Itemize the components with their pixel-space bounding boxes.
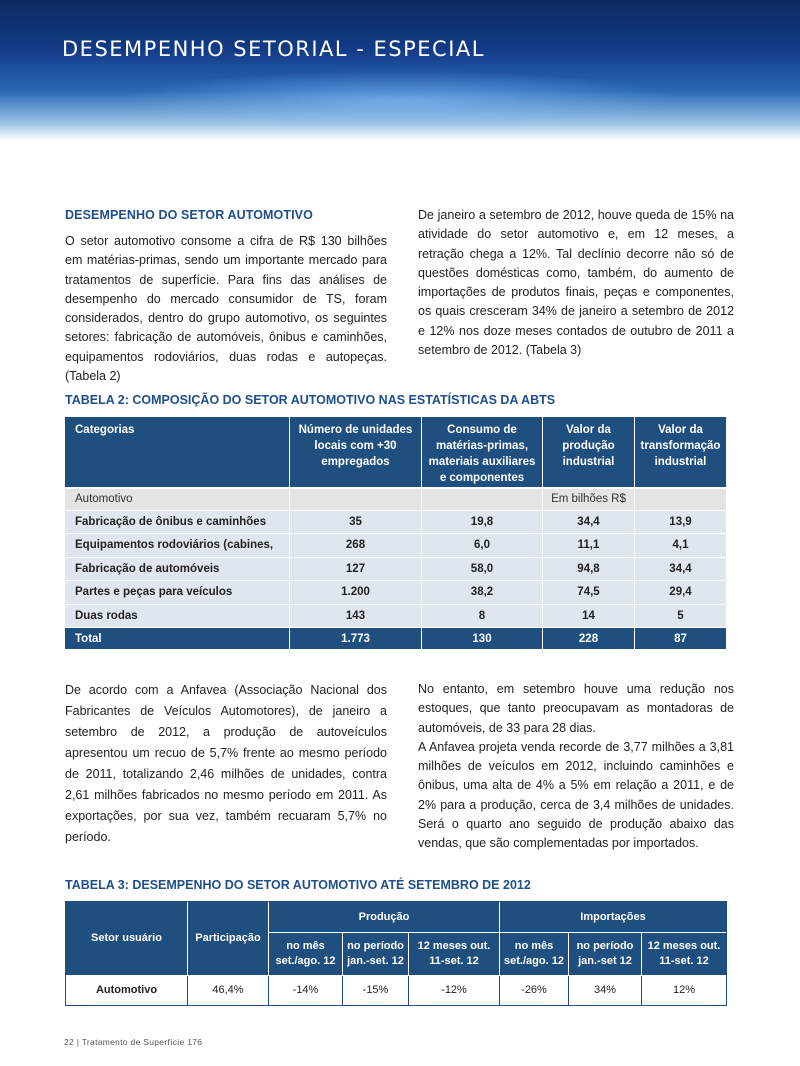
table-cell: 12% xyxy=(642,976,726,1005)
table-cell: 14 xyxy=(542,605,634,627)
table-cell: 130 xyxy=(421,628,542,649)
table-cell: 4,1 xyxy=(634,534,726,556)
table-cell: Equipamentos rodoviários (cabines, xyxy=(75,539,274,552)
table2-header-cell: Categorias xyxy=(75,424,135,436)
table-row xyxy=(65,533,726,556)
table-cell: 34,4 xyxy=(542,511,634,533)
table2-sub-empty xyxy=(634,489,726,510)
table2-header-cell: Consumo de matérias-primas, materiais auxiliares e componentes xyxy=(421,417,542,487)
table2-header-cell: Valor da produção industrial xyxy=(542,417,634,487)
table3-subheader-cell: no mês set./ago. 12 xyxy=(269,933,342,975)
banner-title: DESEMPENHO SETORIAL - ESPECIAL xyxy=(62,37,485,61)
table-cell: 46,4% xyxy=(188,976,268,1005)
paragraph: De acordo com a Anfavea (Associação Nacional dos Fabricantes de Veículos Automotores), de janeiro a setembro de 2012, a produção de autoveículos apresentou um recuo de 5,7% frente ao mesmo período de 2011, totalizando 2,46 milhões de unidades, contra 2,61 milhões fabricados no mesmo período em 2011. As exportações, por sua vez, também recuaram 5,7% no período. xyxy=(65,683,387,844)
table-cell: 38,2 xyxy=(421,581,542,603)
table-cell: 34,4 xyxy=(634,558,726,580)
table-cell: -14% xyxy=(269,976,342,1005)
table-cell: 8 xyxy=(421,605,542,627)
table2-sub-empty xyxy=(421,489,542,510)
table2-title: TABELA 2: COMPOSIÇÃO DO SETOR AUTOMOTIVO NAS ESTATÍSTICAS DA ABTS xyxy=(65,393,556,407)
table-cell: Automotivo xyxy=(66,976,187,1005)
table-cell: 5 xyxy=(634,605,726,627)
paragraph-intro xyxy=(65,232,387,386)
table3-divider xyxy=(187,976,188,1005)
table-cell: 127 xyxy=(289,558,421,580)
table-row xyxy=(65,557,726,580)
table2-header-cell: Número de unidades locais com +30 empregados xyxy=(289,417,421,487)
table-cell: 29,4 xyxy=(634,581,726,603)
table-cell: Duas rodas xyxy=(75,609,138,622)
table-cell: -26% xyxy=(500,976,568,1005)
table-cell: Fabricação de ônibus e caminhões xyxy=(75,516,267,528)
table3-header-setor: Setor usuário xyxy=(66,902,187,975)
table-cell: -15% xyxy=(343,976,408,1005)
table-cell: 1.773 xyxy=(289,628,421,649)
table2-sub-label: Automotivo xyxy=(75,493,133,505)
table-cell: -12% xyxy=(409,976,499,1005)
table3-subheader-cell: no período jan.-set 12 xyxy=(569,933,641,975)
table-cell: 228 xyxy=(542,628,634,649)
table-cell: 74,5 xyxy=(542,581,634,603)
table-cell: 87 xyxy=(634,628,726,649)
table-cell: Fabricação de automóveis xyxy=(75,562,220,575)
table3-divider xyxy=(342,976,343,1005)
table3-header-importacoes: Importações xyxy=(500,902,726,932)
table-cell: Partes e peças para veículos xyxy=(75,586,233,599)
section-heading: DESEMPENHO DO SETOR AUTOMOTIVO xyxy=(65,208,313,222)
table-cell: 94,8 xyxy=(542,558,634,580)
page-footer: 22 | Tratamento de Superfície 176 xyxy=(64,1037,203,1047)
table3 xyxy=(65,901,727,1006)
table3-divider xyxy=(499,976,500,1005)
table3-title: TABELA 3: DESEMPENHO DO SETOR AUTOMOTIVO ATÉ SETEMBRO DE 2012 xyxy=(65,878,531,892)
table-cell: 19,8 xyxy=(421,511,542,533)
table-cell: 6,0 xyxy=(421,534,542,556)
table2-total-row xyxy=(65,627,726,649)
table-cell: 143 xyxy=(289,605,421,627)
table-cell: 35 xyxy=(289,511,421,533)
table-cell: 1.200 xyxy=(289,581,421,603)
paragraph: O setor automotivo consome a cifra de R$ 130 bilhões em matérias-primas, sendo um importante mercado para tratamentos de superfície. Para fins das análises de desempenho do mercado consumidor de TS, foram considerados, dentro do grupo automotivo, os seguintes setores: fabricação de automóveis, ônibus e caminhões, equipamentos rodoviários, duas rodas e autopeças. (Tabela 2) xyxy=(65,234,387,384)
table3-divider xyxy=(568,976,569,1005)
table3-subheader-cell: 12 meses out. 11-set. 12 xyxy=(409,933,499,975)
table3-divider xyxy=(641,976,642,1005)
table-row xyxy=(65,580,726,603)
paragraph: No entanto, em setembro houve uma redução nos estoques, que tanto preocupavam as montadoras de automóveis, de 33 para 28 dias. xyxy=(418,682,734,735)
table3-divider xyxy=(268,976,269,1005)
table2-header-row xyxy=(65,417,726,487)
banner-glow xyxy=(120,70,680,130)
paragraph: A Anfavea projeta venda recorde de 3,77 milhões a 3,81 milhões de veículos em 2012, incluindo caminhões e ônibus, uma alta de 4% a 5% em relação a 2011, e de 2% para a produção, cerca de 3,4 milhões de unidades. Será o quarto ano seguido de produção abaixo das vendas, que são complementadas por importados. xyxy=(418,739,734,851)
table2-header-cell: Valor da transformação industrial xyxy=(634,417,726,487)
table2-subheader-row xyxy=(65,487,726,510)
table-cell: Total xyxy=(75,632,102,645)
table3-header-participacao: Participação xyxy=(188,902,268,975)
paragraph-decline xyxy=(418,206,734,360)
table-cell: 13,9 xyxy=(634,511,726,533)
table3-header-producao: Produção xyxy=(269,902,499,932)
table-cell: 11,1 xyxy=(542,534,634,556)
table-cell: 268 xyxy=(289,534,421,556)
table-row xyxy=(65,604,726,627)
table-cell: 58,0 xyxy=(421,558,542,580)
table2-sub-unit: Em bilhões R$ xyxy=(542,489,634,510)
table3-subheader-cell: 12 meses out. 11-set. 12 xyxy=(642,933,726,975)
table3-subheader-cell: no período jan.-set. 12 xyxy=(343,933,408,975)
table-row xyxy=(65,510,726,533)
page-banner xyxy=(0,0,800,140)
table2-sub-empty xyxy=(289,489,421,510)
paragraph-stocks xyxy=(418,680,734,854)
paragraph: De janeiro a setembro de 2012, houve queda de 15% na atividade do setor automotivo e, em 12 meses, a retração chega a 12%. Tal declínio decorre não só de questões domésticas como, também, do aumento de importações de produtos finais, peças e componentes, os quais cresceram 34% de janeiro a setembro de 2012 e 12% nos doze meses contados de outubro de 2011 a setembro de 2012. (Tabela 3) xyxy=(418,208,734,358)
table3-subheader-cell: no mês set./ago. 12 xyxy=(500,933,568,975)
paragraph-anfavea xyxy=(65,680,387,848)
table3-divider xyxy=(408,976,409,1005)
table-cell: 34% xyxy=(569,976,641,1005)
table2 xyxy=(65,417,726,649)
